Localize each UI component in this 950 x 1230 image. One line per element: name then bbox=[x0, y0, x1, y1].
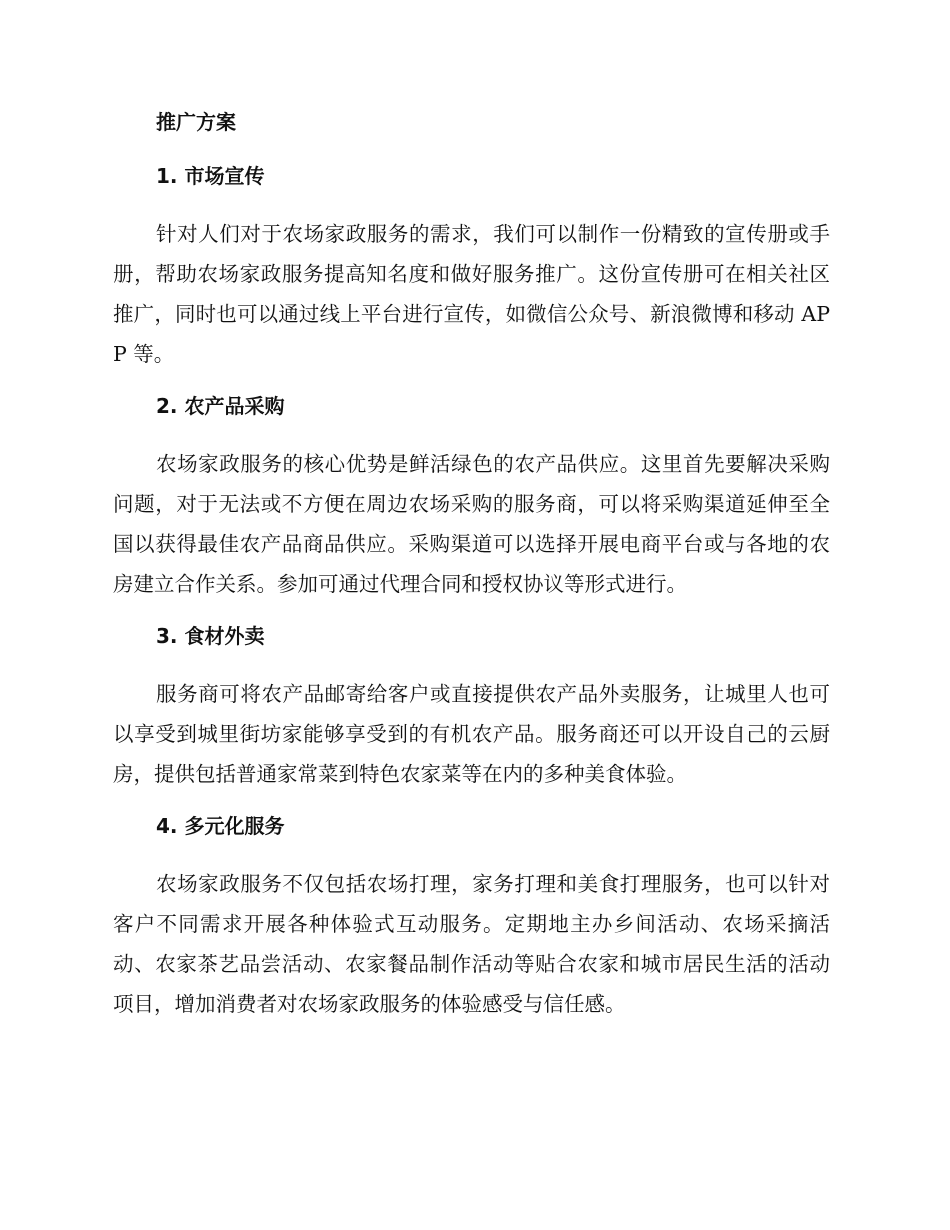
section-heading-diversified-services: 4. 多元化服务 bbox=[156, 814, 285, 838]
section-paragraph-market-promotion: 针对人们对于农场家政服务的需求，我们可以制作一份精致的宣传册或手册，帮助农场家政服务提高知名度和做好服务推广。这份宣传册可在相关社区推广，同时也可以通过线上平台进行宣传，如微信公众号、新浪微博和移动 APP 等。 bbox=[113, 222, 830, 366]
section-heading-produce-procurement: 2. 农产品采购 bbox=[156, 394, 285, 418]
section-paragraph-diversified-services: 农场家政服务不仅包括农场打理，家务打理和美食打理服务，也可以针对客户不同需求开展各种体验式互动服务。定期地主办乡间活动、农场采摘活动、农家茶艺品尝活动、农家餐品制作活动等贴合农家和城市居民生活的活动项目，增加消费者对农场家政服务的体验感受与信任感。 bbox=[113, 872, 830, 1016]
section-paragraph-produce-procurement: 农场家政服务的核心优势是鲜活绿色的农产品供应。这里首先要解决采购问题，对于无法或不方便在周边农场采购的服务商，可以将采购渠道延伸至全国以获得最佳农产品商品供应。采购渠道可以选择开展电商平台或与各地的农房建立合作关系。参加可通过代理合同和授权协议等形式进行。 bbox=[113, 452, 830, 596]
section-heading-market-promotion: 1. 市场宣传 bbox=[156, 164, 265, 188]
section-paragraph-food-delivery: 服务商可将农产品邮寄给客户或直接提供农产品外卖服务，让城里人也可以享受到城里街坊家能够享受到的有机农产品。服务商还可以开设自己的云厨房，提供包括普通家常菜到特色农家菜等在内的多种美食体验。 bbox=[113, 682, 830, 786]
document-title: 推广方案 bbox=[156, 110, 236, 134]
section-heading-food-delivery: 3. 食材外卖 bbox=[156, 624, 265, 648]
